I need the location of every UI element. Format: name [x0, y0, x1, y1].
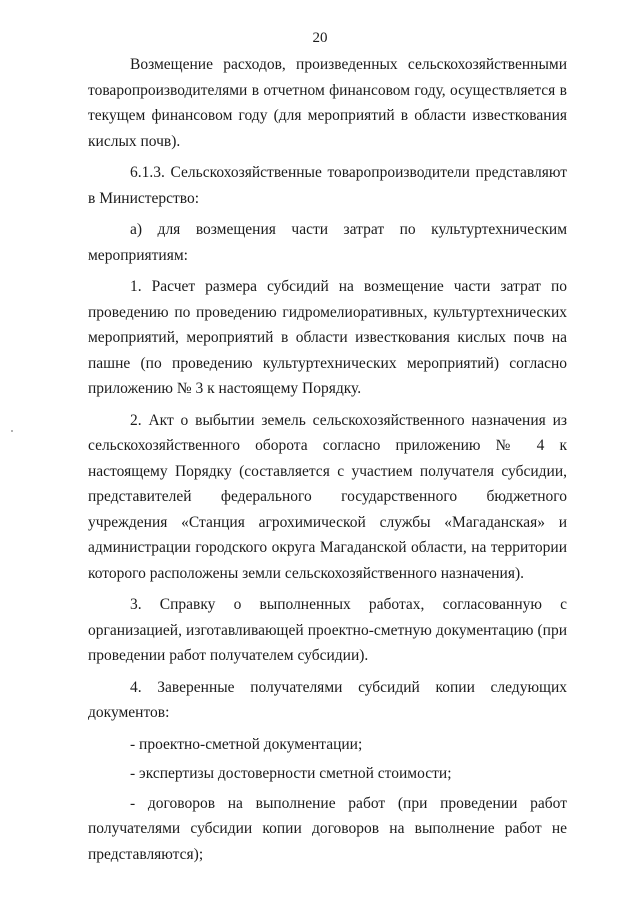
scan-speck	[11, 430, 13, 432]
paragraph-item-2: 2. Акт о выбытии земель сельскохозяйственного назначения из сельскохозяйственного оборота согласно приложению № 4 к настоящему Порядку (составляется с участием получателя субсидии, представителей федерального государственного бюджетного учреждения «Станция агрохимической службы «Магаданская» и администрации городского округа Магаданской области, на территории которого расположены земли сельскохозяйственного назначения).	[88, 411, 567, 582]
paragraph-item-a: а) для возмещения части затрат по культуртехническим мероприятиям:	[88, 221, 567, 264]
paragraph-item-4: 4. Заверенные получателями субсидий копии следующих документов:	[88, 678, 567, 721]
list-item-cost-expertise: - экспертизы достоверности сметной стоимости;	[130, 765, 452, 782]
paragraph-item-3: 3. Справку о выполненных работах, согласованную с организацией, изготавливающей проектно-сметную документацию (при проведении работ получателем субсидии).	[88, 596, 567, 664]
list-item-contracts: - договоров на выполнение работ (при проведении работ получателями субсидии копии договоров на выполнение работ не представляются);	[88, 794, 567, 863]
list-item-project-documentation: - проектно-сметной документации;	[130, 735, 363, 753]
paragraph-6-1-3: 6.1.3. Сельскохозяйственные товаропроизводители представляют в Министерство:	[88, 164, 567, 207]
page-number: 20	[312, 30, 328, 46]
paragraph-reimbursement: Возмещение расходов, произведенных сельскохозяйственными товаропроизводителями в отчетном финансовом году, осуществляется в текущем финансовом году (для мероприятий в области известкования кислых почв).	[88, 56, 567, 150]
paragraph-item-1: 1. Расчет размера субсидий на возмещение части затрат по проведению по проведению гидромелиоративных, культуртехнических мероприятий, мероприятий в области известкования кислых почв на пашне (по проведению культуртехнических мероприятий) согласно приложению № 3 к настоящему Порядку.	[88, 278, 567, 397]
document-body	[88, 52, 567, 873]
